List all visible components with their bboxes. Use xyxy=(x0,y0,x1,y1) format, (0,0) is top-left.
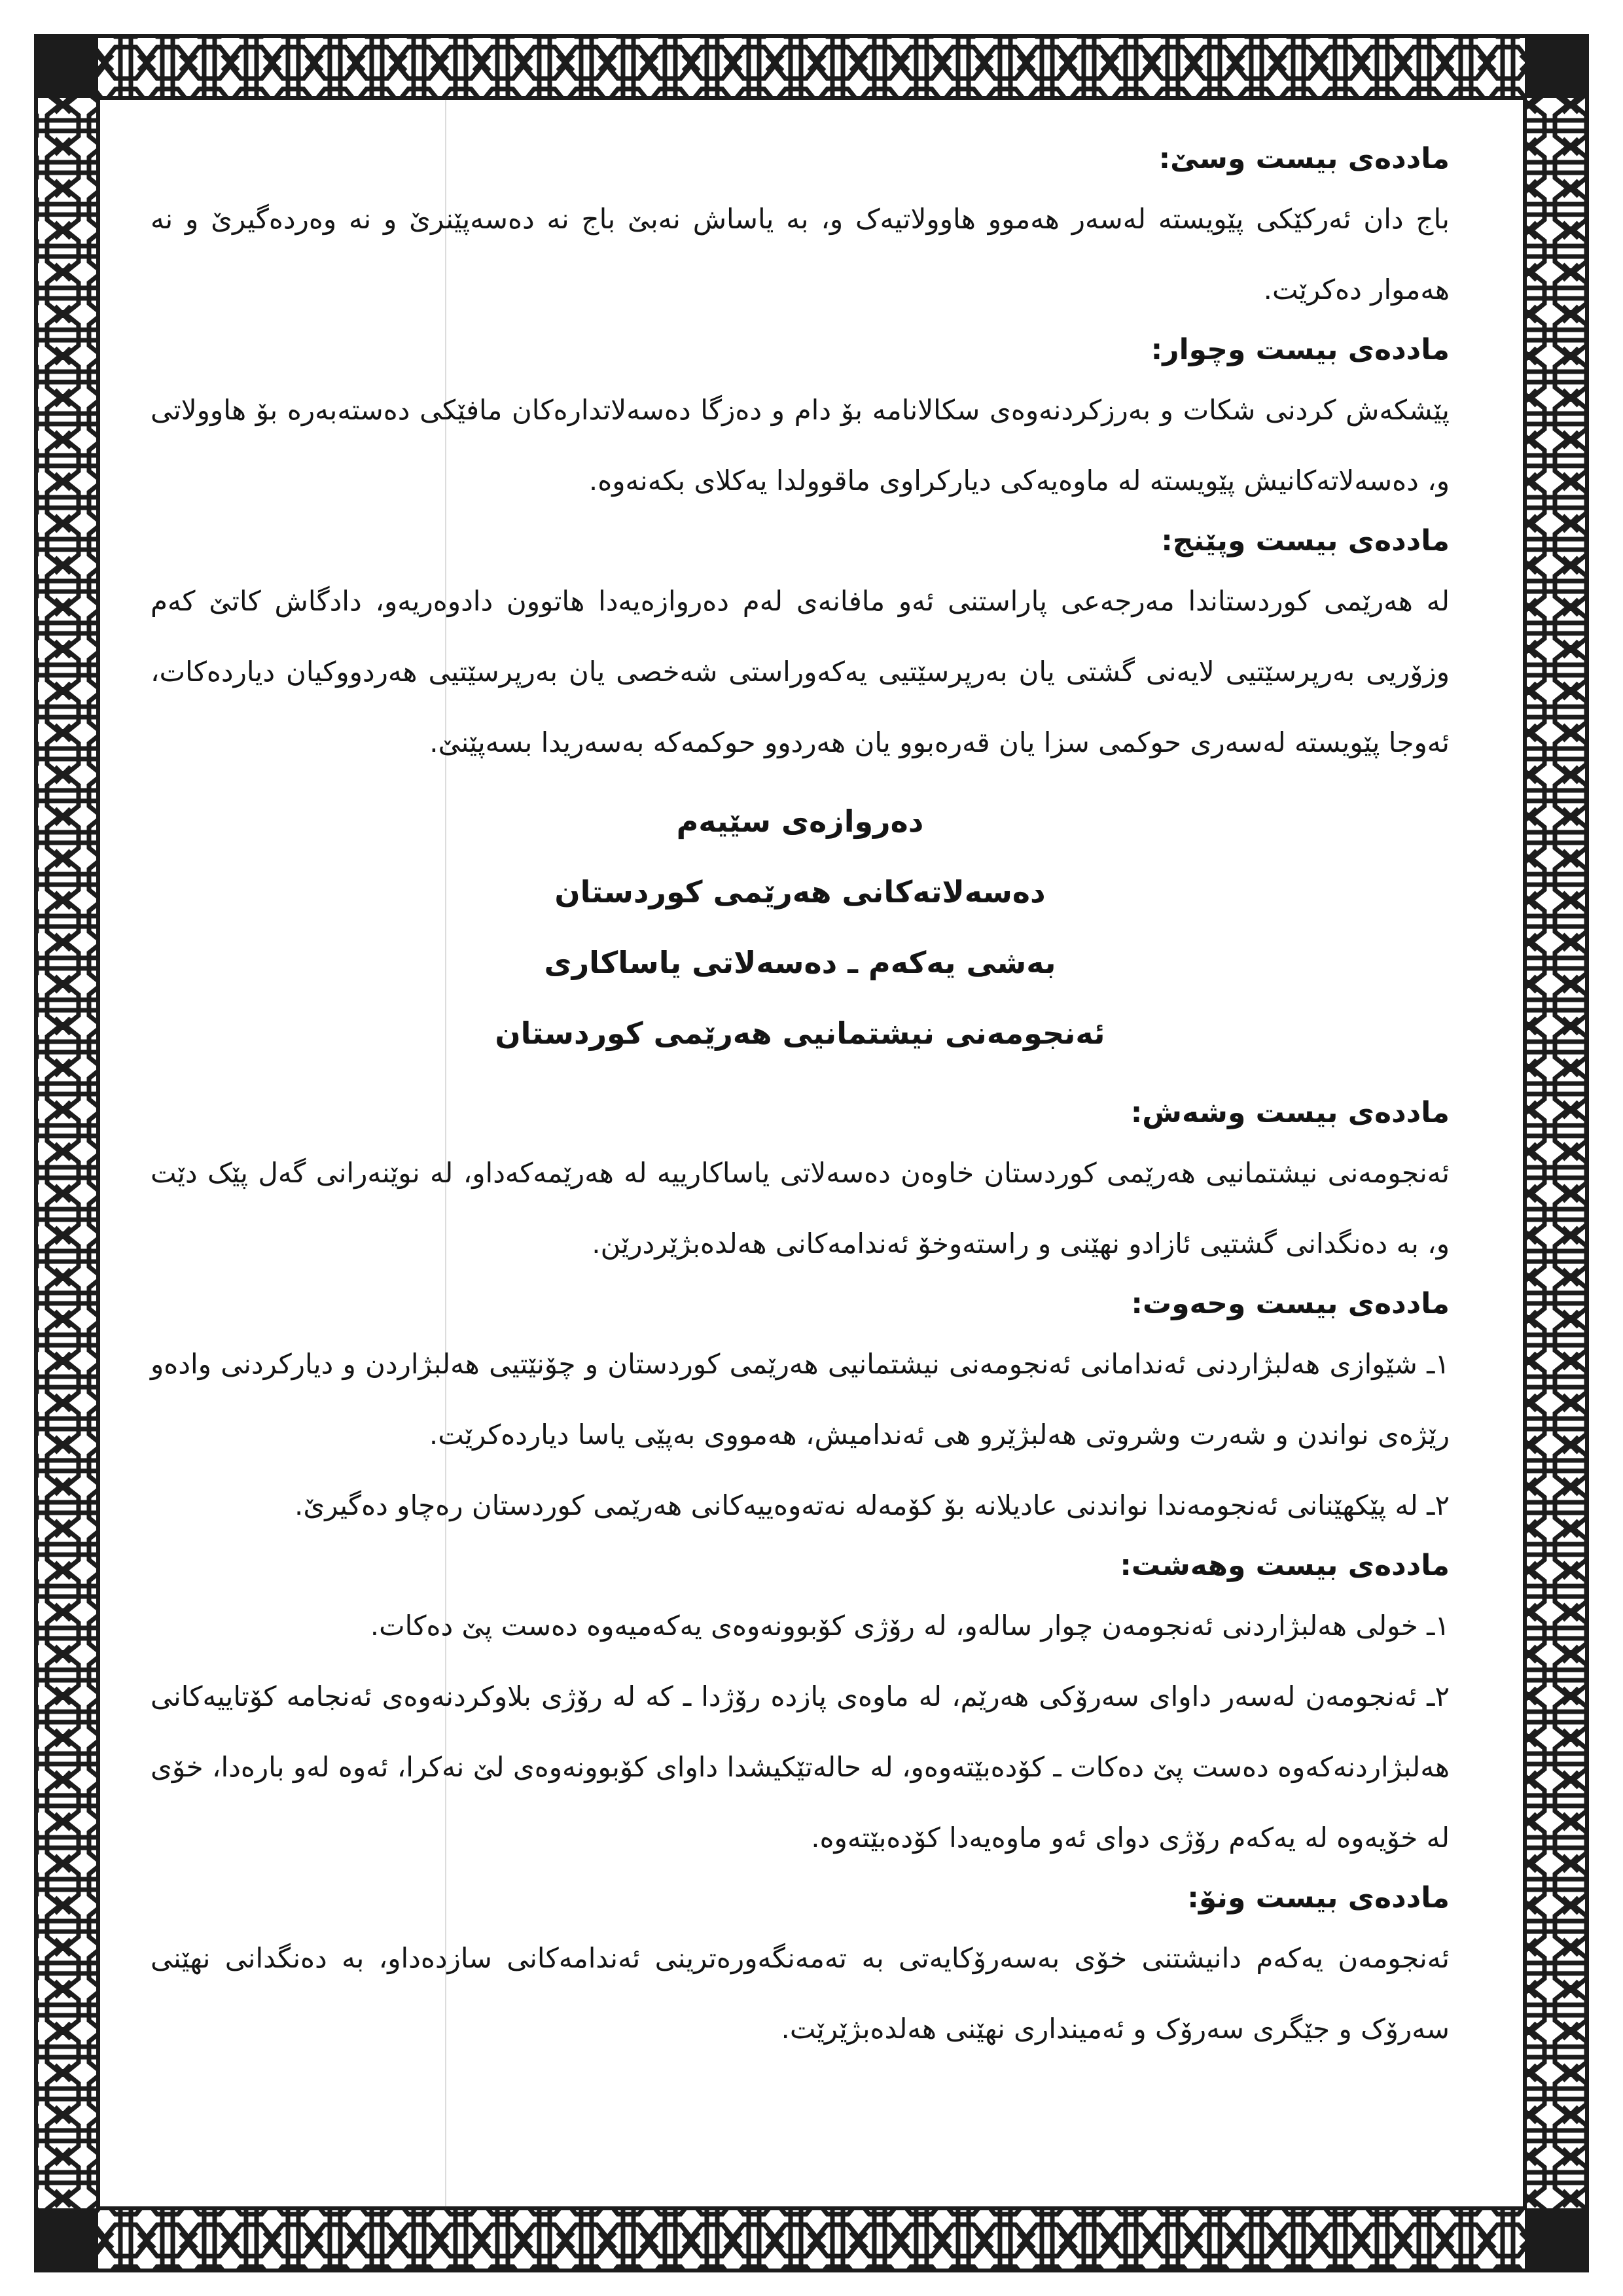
article-28 xyxy=(151,1541,1450,1873)
article-paragraph: پێشکەش کردنی شکات و بەرزکردنەوەی سکالانامە بۆ دام و دەزگا دەسەلاتدارەکان مافێکی دەستەبەرە بۆ هاوولاتی و، دەسەلاتەکانیش پێویستە لە ماوەیەکی دیارکراوی ماقوولدا یەکلای بکەنەوە. xyxy=(151,394,1450,497)
article-29 xyxy=(151,1873,1450,2064)
section-heading-block xyxy=(151,786,1450,1069)
article-clause: ٢ـ لە پێکهێنانی ئەنجومەندا نواندنی عادیلانە بۆ کۆمەلە نەتەوەییەکانی هەرێمی کوردستان رەچاو دەگیرێ. xyxy=(294,1489,1450,1521)
article-clause: ١ـ شێوازی هەلبژاردنی ئەندامانی ئەنجومەنی نیشتمانیی هەرێمی کوردستان و چۆنێتیی هەلبژاردن و دیارکردنی وادەو رێژەی نواندن و شەرت وشروتی هەلبژێرو هی ئەندامیش، هەمووی بەپێی یاسا دیاردەکرێت. xyxy=(151,1348,1450,1451)
article-heading: ماددەی بیست وهەشت: xyxy=(1120,1549,1450,1582)
article-heading: ماددەی بیست وچوار: xyxy=(1150,333,1450,366)
document-body xyxy=(151,134,1450,2064)
article-heading: ماددەی بیست وحەوت: xyxy=(1131,1287,1450,1320)
article-clause: ٢ـ ئەنجومەن لەسەر داوای سەرۆکی هەرێم، لە ماوەی پازدە رۆژدا ـ کە لە رۆژی بلاوکردنەوەی ئەنجامە کۆتاییەکانی هەلبژاردنەکەوە دەست پێ دەکات ـ کۆدەبێتەوەو، لە حالەتێکیشدا داوای کۆبوونەوەی لێ نەکرا، ئەوە لەو بارەدا، خۆی لە خۆیەوە لە یەکەم رۆژی دوای ئەو ماوەیەدا کۆدەبێتەوە. xyxy=(151,1680,1450,1854)
article-27 xyxy=(151,1279,1450,1541)
powers-heading: دەسەلاتەکانی هەرێمی کوردستان xyxy=(554,874,1046,910)
article-heading: ماددەی بیست وسێ: xyxy=(1158,142,1450,175)
part-heading: بەشی یەکەم ـ دەسەلاتی یاساکاری xyxy=(544,945,1056,980)
article-25 xyxy=(151,516,1450,778)
article-24 xyxy=(151,325,1450,516)
article-paragraph: باج دان ئەرکێکی پێویستە لەسەر هەموو هاوولاتیەک و، بە یاساش نەبێ باج نە دەسەپێنرێ و نە وەردەگیرێ و نە هەموار دەکرێت. xyxy=(151,203,1450,306)
article-paragraph: ئەنجومەنی نیشتمانیی هەرێمی کوردستان خاوەن دەسەلاتی یاساکارییە لە هەرێمەکەداو، لە نوێنەرانی گەل پێک دێت و، بە دەنگدانی گشتیی ئازادو نهێنی و راستەوخۆ ئەندامەکانی هەلدەبژێردرێن. xyxy=(151,1157,1450,1260)
article-paragraph: لە هەرێمی کوردستاندا مەرجەعی پاراستنی ئەو مافانەی لەم دەروازەیەدا هاتوون دادوەریەو، دادگاش کاتێ کەم وزۆریی بەرپرسێتیی لایەنی گشتی یان بەرپرسێتیی یەکەوراستی شەخصی یان بەرپرسێتیی هەردووکیان دیاردەکات، ئەوجا پێویستە لەسەری حوکمی سزا یان قەرەبوو یان هەردوو حوکمەکە بەسەریدا بسەپێنێ. xyxy=(151,585,1450,758)
article-heading: ماددەی بیست وشەش: xyxy=(1130,1096,1450,1129)
council-heading: ئەنجومەنی نیشتمانیی هەرێمی کوردستان xyxy=(495,1016,1105,1051)
article-26 xyxy=(151,1088,1450,1279)
article-clause: ١ـ خولی هەلبژاردنی ئەنجومەن چوار سالەو، لە رۆژی کۆبوونەوەی یەکەمیەوە دەست پێ دەکات. xyxy=(370,1610,1450,1642)
article-heading: ماددەی بیست وپێنج: xyxy=(1161,524,1450,557)
article-heading: ماددەی بیست ونۆ: xyxy=(1187,1881,1450,1915)
article-23 xyxy=(151,134,1450,325)
gate-heading: دەروازەی سێیەم xyxy=(676,804,924,839)
article-paragraph: ئەنجومەن یەکەم دانیشتنی خۆی بەسەرۆکایەتی بە تەمەنگەورەترینی ئەندامەکانی سازدەداو، بە دەنگدانی نهێنی سەرۆک و جێگری سەرۆک و ئەمینداری نهێنی هەلدەبژێرێت. xyxy=(151,1942,1450,2045)
